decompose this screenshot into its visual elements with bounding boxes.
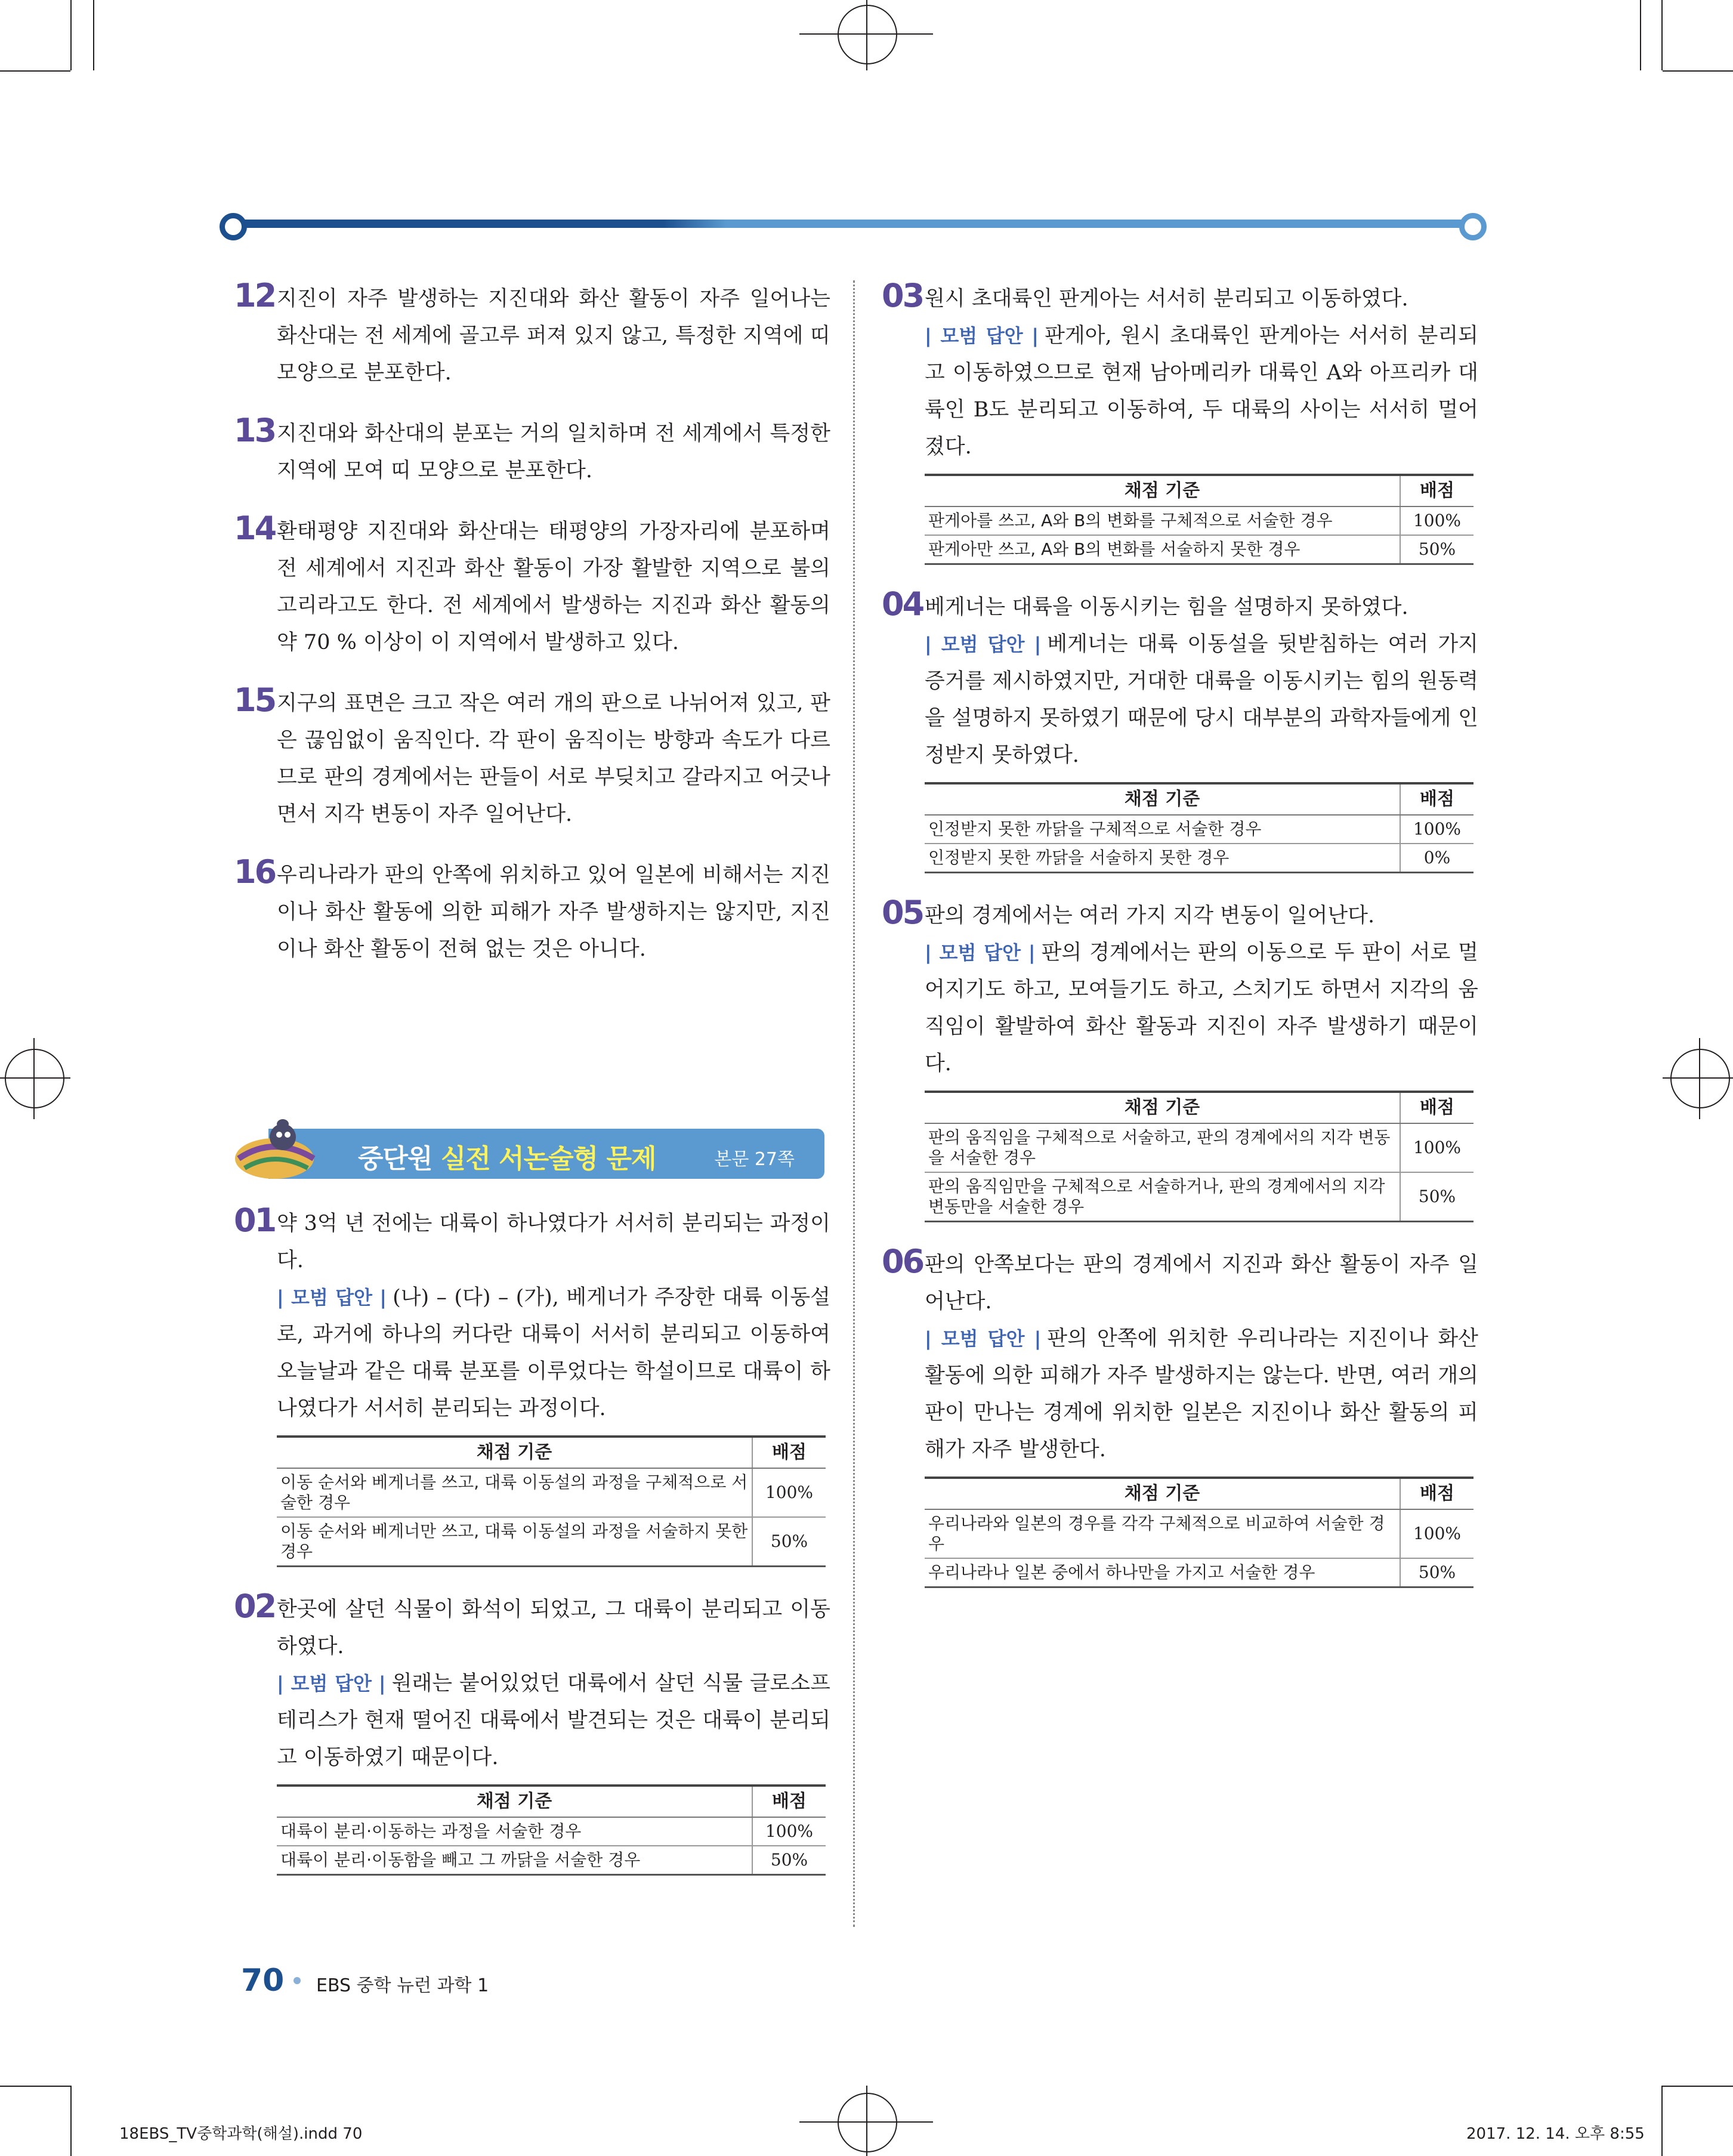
crop-mark (1661, 2086, 1663, 2156)
rubric-table (925, 782, 1473, 873)
essay-summary: 판의 경계에서는 여러 가지 지각 변동이 일어난다. (925, 904, 1375, 928)
model-answer-text: (나) – (다) – (가), 베게너가 주장한 대륙 이동설로, 과거에 하나의 커다란 대륙이 서서히 분리되고 이동하여 오늘날과 같은 대륙 분포를 이루었다는 학설이므로 대륙이 하나였다가 서서히 분리되는 과정이다. (277, 1286, 830, 1420)
rubric-criteria: 인정받지 못한 까닭을 구체적으로 서술한 경우 (925, 815, 1400, 844)
rubric-score: 50% (1400, 1558, 1473, 1587)
table-row (925, 1172, 1473, 1222)
rubric-table (925, 1477, 1473, 1588)
essay-item (882, 1243, 1478, 1588)
rubric-criteria: 이동 순서와 베게너를 쓰고, 대륙 이동설의 과정을 구체적으로 서술한 경우 (277, 1468, 752, 1517)
rubric-criteria: 판게아를 쓰고, A와 B의 변화를 구체적으로 서술한 경우 (925, 506, 1400, 535)
essay-item (882, 277, 1478, 565)
model-answer (925, 317, 1478, 465)
model-answer-label: | 모범 답안 | (925, 1327, 1042, 1350)
rubric-criteria: 우리나라나 일본 중에서 하나만을 가지고 서술한 경우 (925, 1558, 1400, 1587)
rubric-header-criteria: 채점 기준 (925, 783, 1400, 815)
table-row (925, 1123, 1473, 1172)
model-answer-text: 베게너는 대륙 이동설을 뒷받침하는 여러 가지 증거를 제시하였지만, 거대한 대륙을 이동시키는 힘의 원동력을 설명하지 못하였기 때문에 당시 대부분의 과학자들에게 인정받지 못하였다. (925, 632, 1478, 767)
mascot-icon (233, 1117, 322, 1179)
page-number: 70 (241, 1963, 285, 1999)
essay-item (882, 585, 1478, 873)
essay-item (234, 1201, 830, 1567)
rubric-header-score: 배점 (752, 1786, 826, 1817)
model-answer-text: 판의 안쪽에 위치한 우리나라는 지진이나 화산 활동에 의한 피해가 자주 발생하지는 않는다. 반면, 여러 개의 판이 만나는 경계에 위치한 일본은 지진이나 화산 활동의 피해가 자주 발생한다. (925, 1327, 1478, 1462)
rubric-header-score: 배점 (1400, 1092, 1473, 1123)
rubric-criteria: 대륙이 분리·이동하는 과정을 서술한 경우 (277, 1817, 752, 1846)
crop-mark (1663, 70, 1733, 72)
model-answer (277, 1279, 830, 1427)
rubric-table (925, 474, 1473, 565)
rubric-score: 100% (1400, 815, 1473, 844)
model-answer-text: 판의 경계에서는 판의 이동으로 두 판이 서로 멀어지기도 하고, 모여들기도 하고, 스치기도 하면서 지각의 움직임이 활발하여 화산 활동과 지진이 자주 발생하기 때문이다. (925, 941, 1478, 1076)
right-column-essay (882, 277, 1478, 1612)
rubric-score: 50% (1400, 1172, 1473, 1222)
rubric-header-criteria: 채점 기준 (277, 1786, 752, 1817)
model-answer-label: | 모범 답안 | (925, 633, 1042, 656)
left-column-essay (234, 1201, 830, 1899)
rubric-criteria: 판게아만 쓰고, A와 B의 변화를 서술하지 못한 경우 (925, 535, 1400, 564)
answer-item (234, 277, 830, 391)
model-answer (925, 934, 1478, 1082)
header-bar-dot (1459, 213, 1487, 240)
crop-mark (1640, 0, 1641, 70)
essay-summary: 약 3억 년 전에는 대륙이 하나였다가 서서히 분리되는 과정이다. (277, 1212, 830, 1272)
table-row (925, 506, 1473, 535)
section-banner (233, 1117, 824, 1179)
registration-mark (5, 1049, 64, 1108)
table-row (277, 1468, 826, 1517)
model-answer-text: 원래는 붙어있었던 대륙에서 살던 식물 글로소프테리스가 현재 떨어진 대륙에서 발견되는 것은 대륙이 분리되고 이동하였기 때문이다. (277, 1672, 830, 1769)
answer-item (234, 681, 830, 833)
table-row (277, 1517, 826, 1567)
model-answer-label: | 모범 답안 | (277, 1672, 386, 1695)
crop-mark (0, 1077, 70, 1079)
question-number: 13 (234, 412, 276, 449)
crop-mark (1663, 2086, 1733, 2087)
rubric-score: 100% (752, 1817, 826, 1846)
rubric-score: 0% (1400, 844, 1473, 873)
rubric-score: 100% (752, 1468, 826, 1517)
rubric-header-score: 배점 (1400, 1478, 1473, 1509)
left-column-answers (234, 277, 830, 991)
crop-mark (866, 0, 867, 70)
rubric-score: 100% (1400, 506, 1473, 535)
answer-text: 지진대와 화산대의 분포는 거의 일치하며 전 세계에서 특정한 지역에 모여 띠 모양으로 분포한다. (277, 422, 830, 483)
question-number: 14 (234, 509, 276, 547)
question-number: 03 (882, 277, 923, 314)
crop-mark (1663, 1077, 1733, 1079)
crop-mark (33, 1038, 35, 1119)
answer-item (234, 509, 830, 661)
rubric-header-score: 배점 (1400, 783, 1473, 815)
essay-summary: 베게너는 대륙을 이동시키는 힘을 설명하지 못하였다. (925, 595, 1408, 619)
answer-text: 환태평양 지진대와 화산대는 태평양의 가장자리에 분포하며 전 세계에서 지진과 화산 활동이 가장 활발한 지역으로 불의 고리라고도 한다. 전 세계에서 발생하는 지진과 화산 활동의 약 70 % 이상이 이 지역에서 발생하고 있다. (277, 520, 830, 654)
crop-mark (70, 0, 72, 70)
model-answer-label: | 모범 답안 | (925, 325, 1039, 347)
essay-summary: 판의 안쪽보다는 판의 경계에서 지진과 화산 활동이 자주 일어난다. (925, 1253, 1478, 1314)
essay-summary: 원시 초대륙인 판게아는 서서히 분리되고 이동하였다. (925, 287, 1408, 311)
table-row (925, 535, 1473, 564)
header-bar (222, 220, 1484, 228)
table-row (925, 1509, 1473, 1558)
rubric-score: 50% (752, 1846, 826, 1875)
question-number: 06 (882, 1243, 923, 1280)
footer-bullet (294, 1977, 301, 1984)
rubric-score: 50% (752, 1517, 826, 1567)
rubric-header-score: 배점 (1400, 475, 1473, 506)
crop-mark (1699, 1038, 1700, 1119)
essay-item (234, 1587, 830, 1876)
answer-item (234, 412, 830, 489)
rubric-criteria: 판의 움직임을 구체적으로 서술하고, 판의 경계에서의 지각 변동을 서술한 경우 (925, 1123, 1400, 1172)
model-answer (925, 1320, 1478, 1468)
crop-mark (0, 2086, 70, 2087)
table-row (277, 1846, 826, 1875)
rubric-criteria: 대륙이 분리·이동함을 빼고 그 까닭을 서술한 경우 (277, 1846, 752, 1875)
model-answer-label: | 모범 답안 | (277, 1286, 387, 1309)
rubric-criteria: 우리나라와 일본의 경우를 각각 구체적으로 비교하여 서술한 경우 (925, 1509, 1400, 1558)
essay-summary: 한곳에 살던 식물이 화석이 되었고, 그 대륙이 분리되고 이동하였다. (277, 1598, 830, 1658)
crop-mark (93, 0, 94, 70)
crop-mark (70, 2086, 72, 2156)
rubric-table (925, 1091, 1473, 1222)
question-number: 12 (234, 277, 276, 314)
question-number: 16 (234, 853, 276, 891)
rubric-criteria: 판의 움직임만을 구체적으로 서술하거나, 판의 경계에서의 지각 변동만을 서술한 경우 (925, 1172, 1400, 1222)
question-number: 02 (234, 1587, 276, 1625)
rubric-header-criteria: 채점 기준 (925, 1478, 1400, 1509)
answer-text: 우리나라가 판의 안쪽에 위치하고 있어 일본에 비해서는 지진이나 화산 활동에 의한 피해가 자주 발생하지는 않지만, 지진이나 화산 활동이 전혀 없는 것은 아니다. (277, 863, 830, 961)
registration-mark (838, 2093, 897, 2152)
section-page-ref: 본문 27쪽 (714, 1149, 795, 1170)
essay-item (882, 894, 1478, 1222)
answer-text: 지구의 표면은 크고 작은 여러 개의 판으로 나뉘어져 있고, 판은 끊임없이 움직인다. 각 판이 움직이는 방향과 속도가 다르므로 판의 경계에서는 판들이 서로 부딪치고 갈라지고 어긋나면서 지각 변동이 자주 일어난다. (277, 691, 830, 826)
table-row (925, 1558, 1473, 1587)
column-divider (853, 280, 855, 1927)
rubric-criteria: 인정받지 못한 까닭을 서술하지 못한 경우 (925, 844, 1400, 873)
question-number: 04 (882, 585, 923, 623)
question-number: 01 (234, 1201, 276, 1239)
crop-mark (866, 2086, 867, 2156)
rubric-score: 100% (1400, 1509, 1473, 1558)
rubric-criteria: 이동 순서와 베게너만 쓰고, 대륙 이동설의 과정을 서술하지 못한 경우 (277, 1517, 752, 1567)
crop-mark (1661, 0, 1663, 70)
slug-date: 2017. 12. 14. 오후 8:55 (1466, 2125, 1645, 2143)
table-row (277, 1817, 826, 1846)
header-bar-dot (220, 213, 247, 240)
rubric-header-criteria: 채점 기준 (277, 1437, 752, 1468)
answer-text: 지진이 자주 발생하는 지진대와 화산 활동이 자주 일어나는 화산대는 전 세계에 골고루 퍼져 있지 않고, 특정한 지역에 띠 모양으로 분포한다. (277, 287, 830, 385)
question-number: 05 (882, 894, 923, 931)
book-title: EBS 중학 뉴런 과학 1 (316, 1975, 489, 1996)
rubric-header-score: 배점 (752, 1437, 826, 1468)
rubric-header-criteria: 채점 기준 (925, 475, 1400, 506)
model-answer-label: | 모범 답안 | (925, 941, 1036, 964)
section-title-part2: 실전 서논술형 문제 (440, 1144, 656, 1174)
model-answer (277, 1665, 830, 1776)
registration-mark (1670, 1049, 1730, 1108)
table-row (925, 815, 1473, 844)
crop-mark (0, 70, 70, 72)
slug-filename: 18EBS_TV중학과학(해설).indd 70 (119, 2125, 363, 2143)
rubric-header-criteria: 채점 기준 (925, 1092, 1400, 1123)
answer-item (234, 853, 830, 968)
question-number: 15 (234, 681, 276, 719)
section-title (358, 1137, 656, 1175)
rubric-table (277, 1435, 826, 1567)
registration-mark (838, 5, 897, 64)
rubric-score: 100% (1400, 1123, 1473, 1172)
model-answer (925, 626, 1478, 774)
rubric-table (277, 1784, 826, 1876)
model-answer-text: 판게아, 원시 초대륙인 판게아는 서서히 분리되고 이동하였으므로 현재 남아메리카 대륙인 A와 아프리카 대륙인 B도 분리되고 이동하여, 두 대륙의 사이는 서서히 멀어졌다. (925, 324, 1478, 459)
section-title-part1: 중단원 (358, 1144, 433, 1174)
rubric-score: 50% (1400, 535, 1473, 564)
table-row (925, 844, 1473, 873)
